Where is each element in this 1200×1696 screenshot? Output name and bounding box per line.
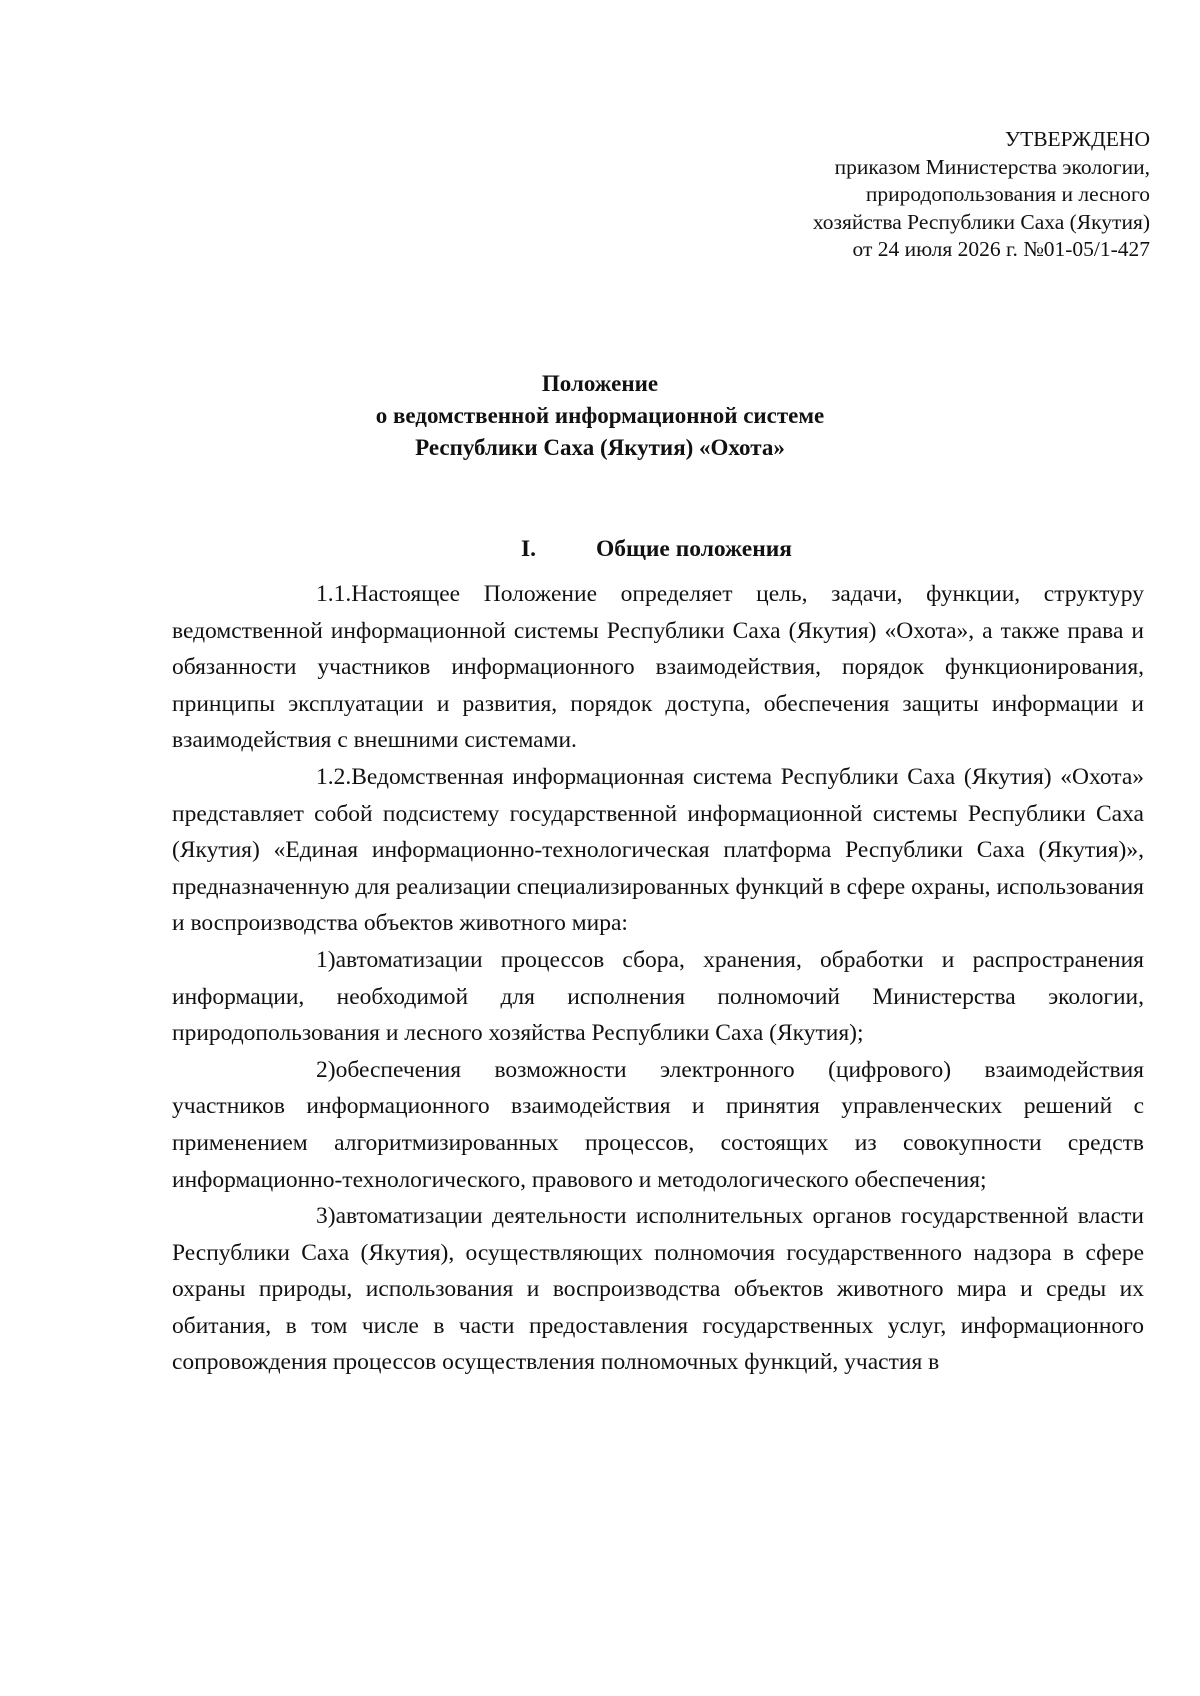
document-title-line: Республики Саха (Якутия) «Охота» [415, 435, 785, 460]
list-item [172, 1198, 1144, 1381]
list-item-text: обеспечения возможности электронного (цифрового) взаимодействия участников информационного взаимодействия и принятия управленческих решений с применением алгоритмизированных процессов, состоящих из совокупности средств информационно-технологического, правового и методологического обеспечения; [172, 1056, 1144, 1193]
paragraph-number: 1.1. [316, 581, 352, 607]
section-title: Общие положения [596, 536, 792, 562]
document-body [172, 576, 1144, 1381]
approval-line: приказом Министерства экологии, [834, 154, 1150, 179]
list-item-number: 3) [316, 1203, 336, 1230]
paragraph [172, 576, 1144, 759]
approval-line: природопользования и лесного [865, 182, 1150, 206]
list-item-text: автоматизации процессов сбора, хранения, обработки и распространения информации, необходимой для исполнения полномочий Министерства экологии, природопользования и лесного хозяйства Республики Саха (Якутия); [172, 946, 1144, 1047]
paragraph [172, 759, 1144, 942]
approval-line: хозяйства Республики Саха (Якутия) [812, 209, 1150, 234]
paragraph-number: 1.2. [316, 763, 352, 790]
paragraph-text: Ведомственная информационная система Республики Саха (Якутия) «Охота» представляет собой подсистему государственной информационной системы Республики Саха (Якутия) «Единая информационно-технологическая платформа Республики Саха (Якутия)», предназначенную для реализации специализированных функций в сфере охраны, использования и воспроизводства объектов животного мира: [172, 763, 1144, 937]
approval-stamp-block [590, 126, 1150, 264]
list-item-number: 1) [316, 946, 336, 973]
list-item-number: 2) [316, 1056, 336, 1083]
document-title [0, 368, 1200, 464]
section-number: I. [521, 536, 537, 562]
list-item [172, 942, 1144, 1052]
paragraph-text: Настоящее Положение определяет цель, задачи, функции, структуру ведомственной информационной системы Республики Саха (Якутия) «Охота», а также права и обязанности участников информационного взаимодействия, порядок функционирования, принципы эксплуатации и развития, порядок доступа, обеспечения защиты информации и взаимодействия с внешними системами. [172, 581, 1144, 754]
approval-heading: УТВЕРЖДЕНО [1004, 127, 1150, 151]
list-item [172, 1052, 1144, 1198]
list-item-text: автоматизации деятельности исполнительных органов государственной власти Республики Саха (Якутия), осуществляющих полномочия государственного надзора в сфере охраны природы, использования и воспроизводства объектов животного мира и среды их обитания, в том числе в части предоставления государственных услуг, информационного сопровождения процессов осуществления полномочных функций, участия в [172, 1203, 1144, 1376]
document-title-line: Положение [541, 371, 659, 396]
approval-order-number: от 24 июля 2026 г. №01-05/1-427 [852, 237, 1150, 261]
document-title-line: о ведомственной информационной системе [375, 403, 825, 428]
